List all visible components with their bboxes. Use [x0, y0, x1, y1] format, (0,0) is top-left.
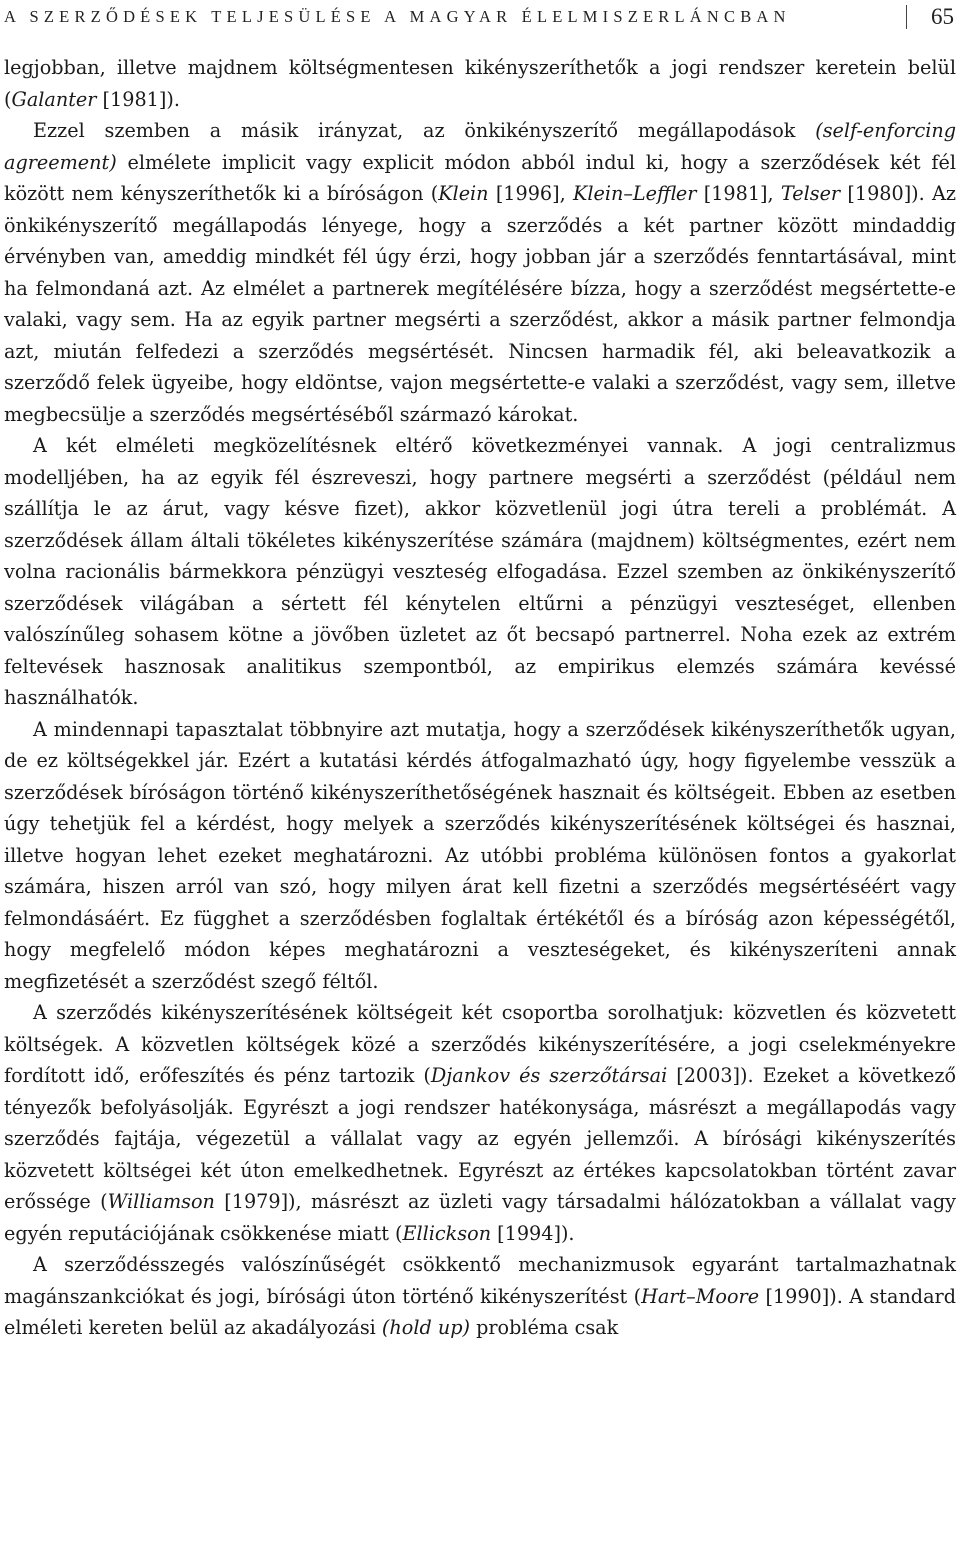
- text-run: A szerződésszegés valószínűségét csökkentő mechanizmusok egyaránt tartalmazhatnak magánszankciókat és jogi, bírósági úton történő kikényszerítést (: [4, 1253, 956, 1308]
- text-run: probléma csak: [469, 1316, 619, 1339]
- running-header: [4, 0, 954, 34]
- citation-text: (hold up): [381, 1316, 470, 1339]
- paragraph: [4, 115, 956, 430]
- paragraph: [4, 430, 956, 714]
- citation-text: Djankov és szerzőtársai: [430, 1064, 668, 1087]
- paragraph: [4, 1249, 956, 1344]
- header-right: [906, 4, 954, 30]
- text-run: [1981],: [696, 182, 781, 205]
- text-run: elmélete implicit vagy explicit módon abból indul ki, hogy a szerződések két fél között nem kényszeríthetők ki a bíróságon (: [4, 150, 956, 205]
- text-run: [1994]).: [491, 1221, 575, 1245]
- text-run: [1980]). Az önkikényszerítő megállapodás lényege, hogy a szerződés a két partner között mindaddig érvényben van, ameddig mindkét fél úgy érzi, hogy jobban jár a szerződés fenntartásával, mint ha felmondaná azt. Az elmélet a partnerek megítélésére bízza, hogy a szerződést megsértette-e valaki, vagy sem. Ha az egyik partner megsérti a szerződést, akkor a másik partner felmondja azt, miután felfedezi a szerződés megsértését. Nincsen harmadik fél, aki beleavatkozik a szerződő felek ügyeibe, hogy eldöntse, vajon megsértette-e valaki a szerződést, vagy sem, illetve megbecsülje a szerződés megsértéséből származó károkat.: [4, 182, 957, 426]
- text-run: [1981]).: [96, 87, 180, 111]
- running-title: A SZERZŐDÉSEK TELJESÜLÉSE A MAGYAR ÉLELMISZERLÁNCBAN: [4, 7, 791, 26]
- paragraph: [4, 997, 956, 1249]
- citation-text: Galanter: [11, 87, 97, 111]
- body-text: [4, 52, 956, 1344]
- header-divider: [906, 5, 907, 29]
- paragraph: [4, 52, 956, 115]
- text-run: A szerződés kikényszerítésének költségeit két csoportba sorolhatjuk: közvetlen és közvetett költségek. A közvetlen költségek közé a szerződés kikényszerítésére, a jogi cselekményekre fordított idő, erőfeszítés és pénz tartozik (: [4, 1001, 956, 1087]
- text-run: Ezzel szemben a másik irányzat, az önkikényszerítő megállapodások: [33, 119, 816, 142]
- text-run: [1979]), másrészt az üzleti vagy társadalmi hálózatokban a vállalat vagy egyén reputációjának csökkenése miatt (: [4, 1190, 956, 1245]
- text-run: [1996],: [488, 182, 573, 205]
- citation-text: Klein: [438, 182, 489, 205]
- text-run: A mindennapi tapasztalat többnyire azt mutatja, hogy a szerződések kikényszeríthetők ugyan, de ez költségekkel jár. Ezért a kutatási kérdés átfogalmazható úgy, hogy figyelembe vesszük a szerződések bíróságon történő kikényszeríthetőségének hasznait és költségeit. Ebben az esetben úgy tehetjük fel a kérdést, hogy melyek a szerződés kikényszerítésének költségei és hasznai, illetve hogyan lehet ezeket meghatározni. Az utóbbi probléma különösen fontos a gyakorlat számára, hiszen arról van szó, hogy milyen árat kell fizetni a szerződés megsértéséért vagy felmondásáért. Ez függhet a szerződésben foglaltak értékétől és a bíróság azon képességétől, hogy megfelelő módon képes meghatározni a veszteségeket, és kikényszeríteni annak megfizetését a szerződést szegő féltől.: [4, 717, 956, 993]
- citation-text: Klein–Leffler: [573, 182, 697, 205]
- citation-text: Williamson: [107, 1190, 215, 1213]
- citation-text: Telser: [780, 182, 841, 205]
- citation-text: (self-enforcing agreement): [4, 119, 956, 174]
- text-run: A két elméleti megközelítésnek eltérő következményei vannak. A jogi centralizmus modelljében, ha az egyik fél észreveszi, hogy partnere megsérti a szerződést (például nem szállítja le az árut, vagy késve fizet), akkor közvetlenül jogi útra tereli a problémát. A szerződések állam általi tökéletes kikényszerítése számára (majdnem) költségmentes, ezért nem volna racionális bármekkora pénzügyi veszteség elfogadása. Ezzel szemben az önkikényszerítő szerződések világában a sértett fél kénytelen eltűrni a pénzügyi veszteséget, ellenben valószínűleg sohasem kötne a jövőben üzletet az őt becsapó partnerrel. Noha ezek az extrém feltevések hasznosak analitikus szempontból, az empirikus elemzés számára kevéssé használhatók.: [4, 434, 956, 709]
- paragraph: [4, 714, 956, 998]
- text-run: legjobban, illetve majdnem költségmentesen kikényszeríthetők a jogi rendszer keretein belül (: [4, 56, 956, 111]
- page-number: 65: [931, 4, 954, 29]
- text-run: [1990]). A standard elméleti kereten belül az akadályozási: [4, 1284, 956, 1339]
- text-run: [2003]). Ezeket a következő tényezők befolyásolják. Egyrészt a jogi rendszer hatékonysága, másrészt a megállapodás vagy szerződés fajtája, végezetül a vállalat vagy az egyén jellemzői. A bírósági kikényszerítés közvetett költségei két úton emelkedhetnek. Egyrészt az értékes kapcsolatokban történt zavar erőssége (: [4, 1064, 956, 1213]
- citation-text: Hart–Moore: [641, 1284, 760, 1308]
- citation-text: Ellickson: [402, 1221, 492, 1245]
